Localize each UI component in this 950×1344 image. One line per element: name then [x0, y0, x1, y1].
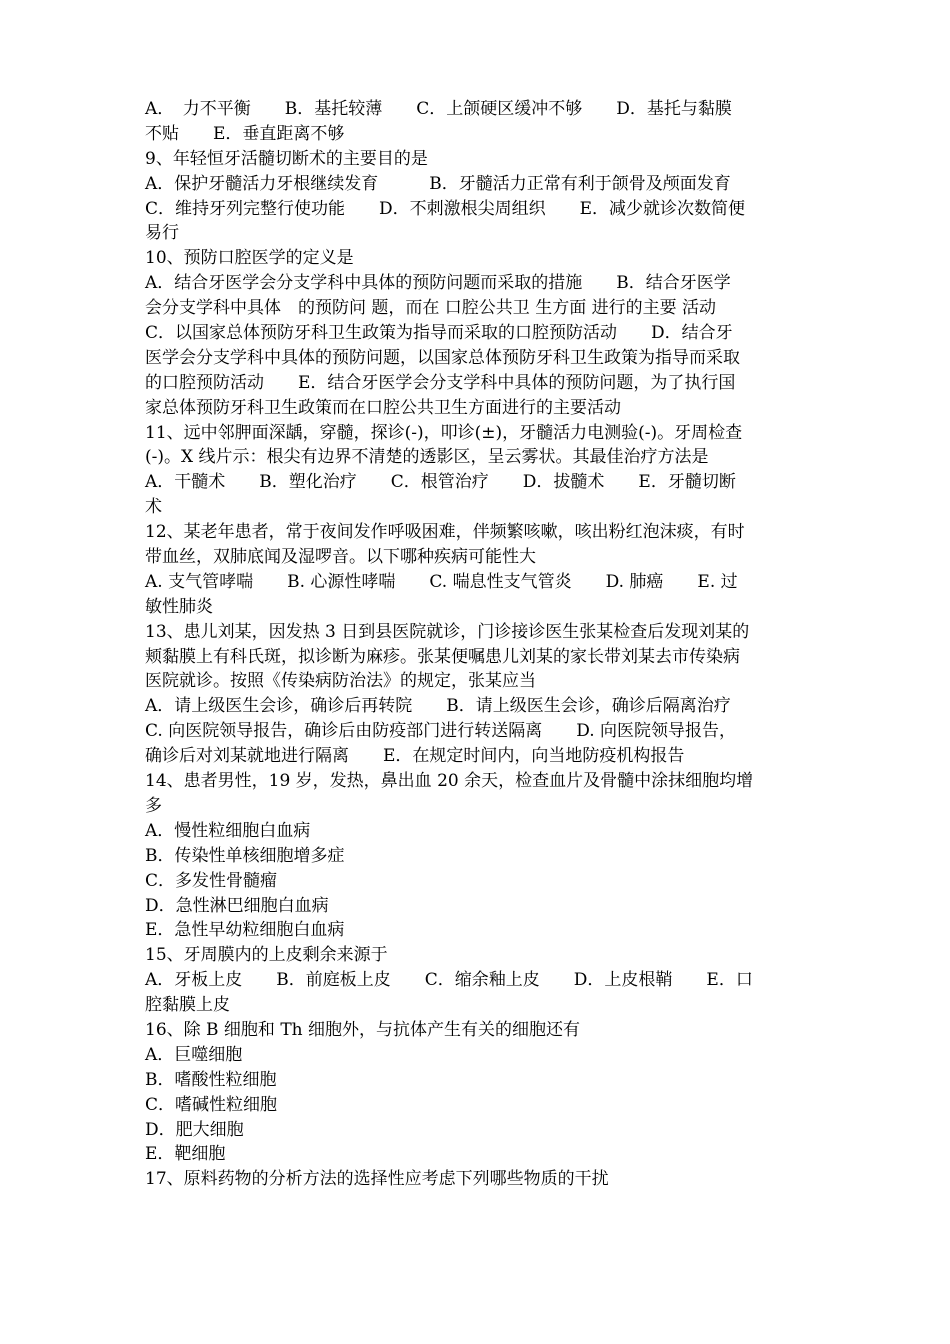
text-line: 带血丝，双肺底闻及湿啰音。以下哪种疾病可能性大: [145, 547, 536, 568]
text-line: 颊黏膜上有科氏斑，拟诊断为麻疹。张某便嘱患儿刘某的家长带刘某去市传染病: [145, 646, 740, 667]
text-line: 的口腔预防活动 E．结合牙医学会分支学科中具体的预防问题，为了执行国: [145, 372, 736, 393]
answer-option: E．急性早幼粒细胞白血病: [145, 920, 345, 941]
text-line: 医学会分支学科中具体的预防问题，以国家总体预防牙科卫生政策为指导而采取: [145, 347, 740, 368]
answer-option: E．靶细胞: [145, 1144, 226, 1165]
text-line: 多: [145, 795, 162, 816]
question-15-stem: 15、牙周膜内的上皮剩余来源于: [145, 945, 388, 966]
text-line: 家总体预防牙科卫生政策而在口腔公共卫生方面进行的主要活动: [145, 397, 621, 418]
answer-option: B．传染性单核细胞增多症: [145, 845, 345, 866]
answer-option: A．巨噬细胞: [145, 1044, 243, 1065]
text-line: 易行: [145, 223, 179, 244]
text-line: 会分支学科中具体 的预防问 题，而在 口腔公共卫 生方面 进行的主要 活动: [145, 298, 717, 319]
question-9-stem: 9、年轻恒牙活髓切断术的主要目的是: [145, 148, 428, 169]
answer-option: D．肥大细胞: [145, 1119, 244, 1140]
text-line: A．请上级医生会诊，确诊后再转院 B．请上级医生会诊，确诊后隔离治疗: [145, 696, 731, 717]
text-line: A．干髓术 B．塑化治疗 C．根管治疗 D．拔髓术 E．牙髓切断: [145, 472, 736, 493]
question-17-stem: 17、原料药物的分析方法的选择性应考虑下列哪些物质的干扰: [145, 1169, 609, 1190]
question-16-stem: 16、除 B 细胞和 Th 细胞外，与抗体产生有关的细胞还有: [145, 1019, 581, 1040]
question-11-stem: 11、远中邻胛面深龋，穿髓，探诊(-)，叩诊(±)，牙髓活力电测验(-)。牙周检查: [145, 422, 743, 443]
question-13-stem: 13、患儿刘某，因发热 3 日到县医院就诊，门诊接诊医生张某检查后发现刘某的: [145, 621, 750, 642]
text-line: A. 支气管哮喘 B. 心源性哮喘 C. 喘息性支气管炎 D. 肺癌 E. 过: [145, 571, 738, 592]
text-line: C．以国家总体预防牙科卫生政策为指导而采取的口腔预防活动 D．结合牙: [145, 323, 733, 344]
question-14-stem: 14、患者男性，19 岁，发热，鼻出血 20 余天，检查血片及骨髓中涂抹细胞均增: [145, 771, 754, 792]
answer-option: C．多发性骨髓瘤: [145, 870, 278, 891]
answer-option: B．嗜酸性粒细胞: [145, 1069, 277, 1090]
question-10-stem: 10、预防口腔医学的定义是: [145, 248, 354, 269]
text-line: 腔黏膜上皮: [145, 995, 230, 1016]
document-body: [145, 97, 810, 1192]
text-line: A．牙板上皮 B．前庭板上皮 C．缩余釉上皮 D．上皮根鞘 E．口: [145, 970, 753, 991]
text-line: 术: [145, 497, 162, 518]
text-line: 不贴 E．垂直距离不够: [145, 123, 345, 144]
text-line: A．保护牙髓活力牙根继续发育 B．牙髓活力正常有利于颌骨及颅面发育: [145, 173, 731, 194]
question-12-stem: 12、某老年患者，常于夜间发作呼吸困难，伴频繁咳嗽，咳出粉红泡沫痰，有时: [145, 522, 745, 543]
text-line: C．维持牙列完整行使功能 D．不刺激根尖周组织 E．减少就诊次数简便: [145, 198, 746, 219]
answer-option: A．慢性粒细胞白血病: [145, 820, 311, 841]
text-line: A． 力不平衡 B．基托较薄 C．上颌硬区缓冲不够 D．基托与黏膜: [145, 99, 732, 119]
text-line: 确诊后对刘某就地进行隔离 E．在规定时间内，向当地防疫机构报告: [145, 746, 685, 767]
text-line: 敏性肺炎: [145, 596, 213, 617]
text-line: A．结合牙医学会分支学科中具体的预防问题而采取的措施 B．结合牙医学: [145, 273, 731, 294]
text-line: (-)。X 线片示：根尖有边界不清楚的透影区，呈云雾状。其最佳治疗方法是: [145, 447, 709, 468]
answer-option: D．急性淋巴细胞白血病: [145, 895, 329, 916]
text-line: C. 向医院领导报告，确诊后由防疫部门进行转送隔离 D. 向医院领导报告，: [145, 721, 737, 742]
answer-option: C．嗜碱性粒细胞: [145, 1094, 278, 1115]
text-line: 医院就诊。按照《传染病防治法》的规定，张某应当: [145, 671, 536, 692]
